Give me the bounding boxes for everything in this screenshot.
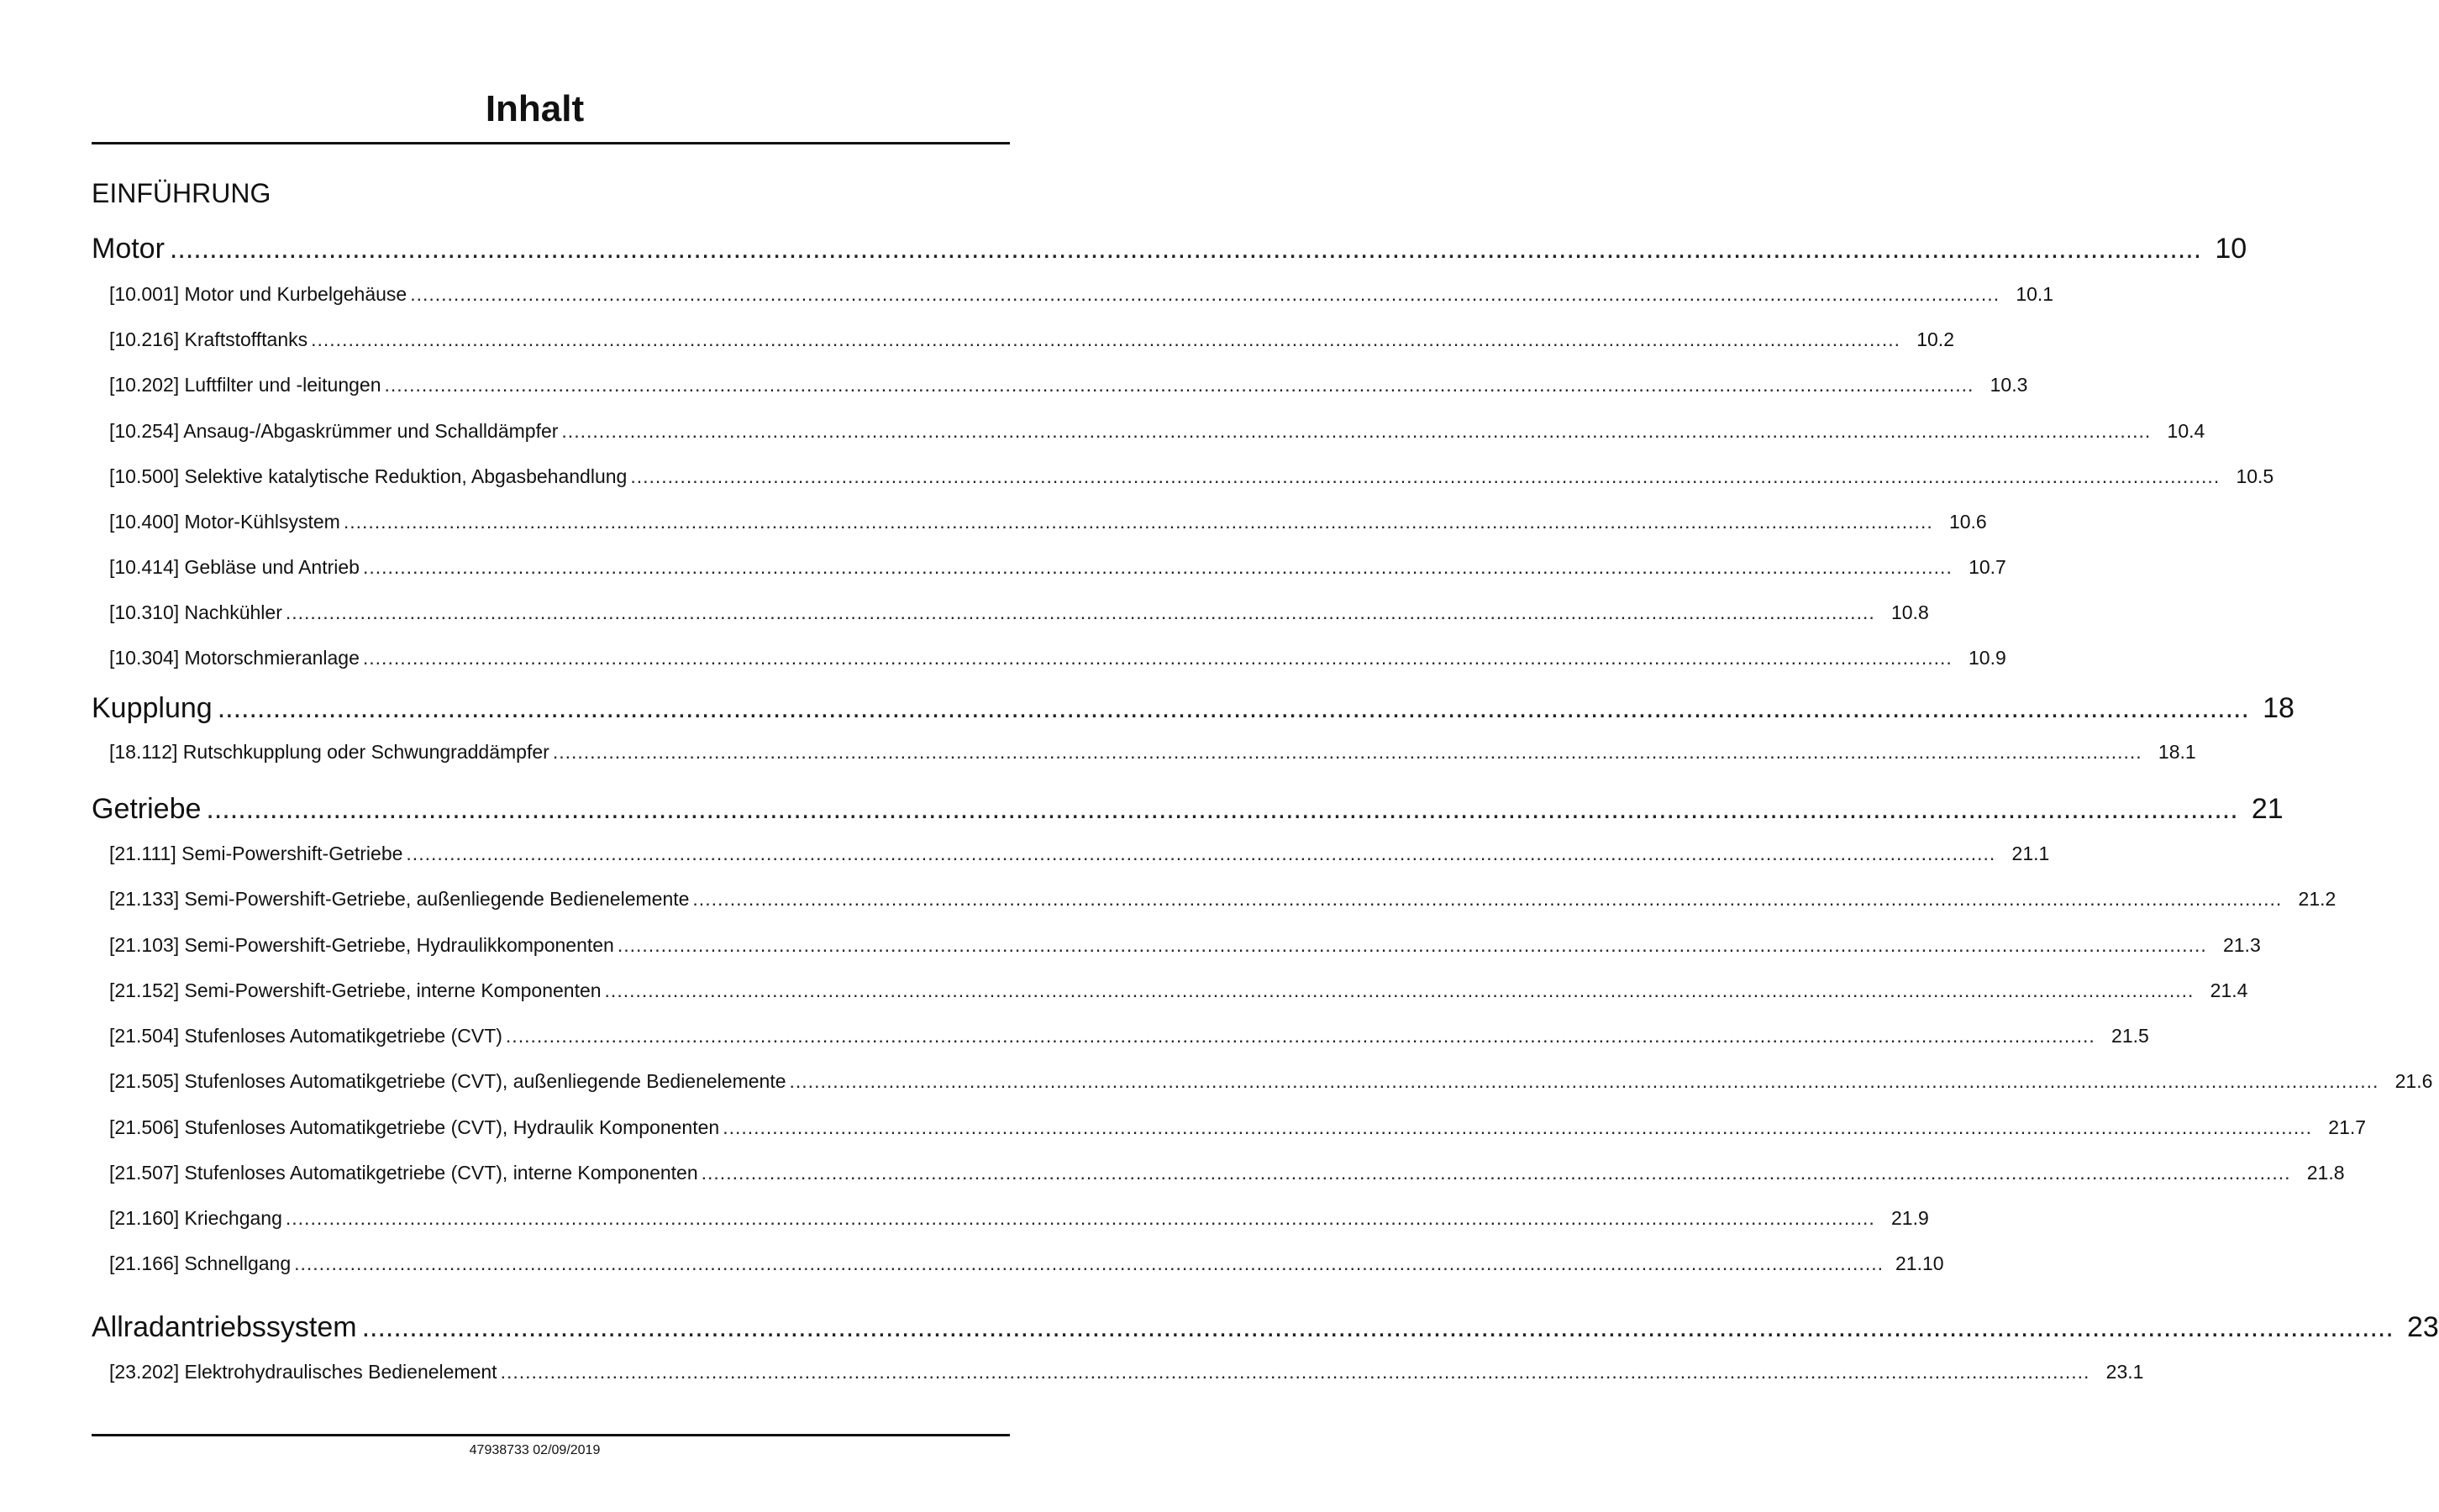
dot-leader: ................................................................................................................................................................................................................................................................: [311, 328, 1900, 350]
dot-leader: ................................................................................................................................................................................................................................................................: [505, 1025, 2095, 1047]
toc-entry-page-number: 10.8: [1890, 601, 1929, 623]
toc-subsection-entry[interactable]: [109, 462, 2274, 491]
dot-leader: ................................................................................................................................................................................................................................................................: [617, 934, 2207, 956]
dot-leader: ................................................................................................................................................................................................................................................................: [362, 647, 1953, 669]
toc-entry-page-number: 10.3: [1990, 374, 2028, 396]
toc-entry-page-number: 18: [2263, 692, 2294, 724]
toc-entry-label: [21.505] Stufenloses Automatikgetriebe (CVT), außenliegende Bedienelemente: [109, 1070, 786, 1092]
dot-leader: ................................................................................................................................................................................................................................................................: [294, 1252, 1884, 1274]
toc-subsection-entry[interactable]: [109, 1249, 1944, 1278]
dot-leader: ................................................................................................................................................................................................................................................................: [362, 556, 1953, 578]
dot-leader: ................................................................................................................................................................................................................................................................: [630, 465, 2221, 487]
dot-leader: ................................................................................................................................................................................................................................................................: [604, 979, 2195, 1001]
toc-subsection-entry[interactable]: [109, 1113, 2367, 1142]
dot-leader: ................................................................................................................................................................................................................................................................: [723, 1116, 2313, 1138]
toc-subsection-entry[interactable]: [109, 1158, 2345, 1187]
toc-entry-page-number: 18.1: [2158, 741, 2196, 763]
toc-entry-page-number: 10.9: [1969, 647, 2006, 669]
toc-entry-label: [23.202] Elektrohydraulisches Bedienelement: [109, 1361, 497, 1383]
dot-leader: ................................................................................................................................................................................................................................................................: [406, 843, 1996, 864]
toc-entry-page-number: 10.5: [2236, 465, 2274, 487]
toc-subsection-entry[interactable]: [109, 885, 2336, 913]
toc-subsection-entry[interactable]: [109, 280, 2054, 308]
toc-entry-label: Getriebe: [92, 793, 202, 825]
toc-entry-label: [21.160] Kriechgang: [109, 1207, 282, 1229]
toc-entry-label: [10.414] Gebläse und Antrieb: [109, 556, 360, 578]
toc-entry-label: [21.111] Semi-Powershift-Getriebe: [109, 843, 403, 864]
toc-section-entry[interactable]: [92, 1308, 2439, 1347]
intro-heading: EINFÜHRUNG: [92, 178, 271, 208]
toc-entry-label: [21.133] Semi-Powershift-Getriebe, außenliegende Bedienelemente: [109, 888, 690, 910]
toc-entry-page-number: 21.1: [2011, 843, 2050, 864]
toc-entry-label: [21.103] Semi-Powershift-Getriebe, Hydraulikkomponenten: [109, 934, 614, 956]
toc-entry-page-number: 21.8: [2306, 1162, 2345, 1184]
dot-leader: ................................................................................................................................................................................................................................................................: [285, 601, 1875, 623]
toc-subsection-entry[interactable]: [109, 931, 2261, 959]
dot-leader: ................................................................................................................................................................................................................................................................: [701, 1162, 2291, 1184]
toc-entry-page-number: 21.3: [2222, 934, 2261, 956]
toc-entry-label: Motor: [92, 233, 165, 265]
dot-leader: ................................................................................................................................................................................................................................................................: [217, 692, 2249, 724]
toc-entry-page-number: 10.1: [2016, 283, 2054, 305]
toc-entry-label: [10.254] Ansaug-/Abgaskrümmer und Schalldämpfer: [109, 420, 559, 442]
toc-entry-label: [21.152] Semi-Powershift-Getriebe, interne Komponenten: [109, 979, 602, 1001]
toc-entry-page-number: 21.2: [2298, 888, 2336, 910]
toc-entry-label: [10.304] Motorschmieranlage: [109, 647, 360, 669]
toc-entry-label: [21.506] Stufenloses Automatikgetriebe (CVT), Hydraulik Komponenten: [109, 1116, 720, 1138]
toc-entry-label: [21.504] Stufenloses Automatikgetriebe (CVT): [109, 1025, 502, 1047]
dot-leader: ................................................................................................................................................................................................................................................................: [361, 1311, 2394, 1343]
toc-entry-page-number: 21.4: [2210, 979, 2248, 1001]
toc-entry-page-number: 10.7: [1969, 556, 2006, 578]
toc-entry-label: [10.202] Luftfilter und -leitungen: [109, 374, 381, 396]
toc-entry-page-number: 21.7: [2328, 1116, 2367, 1138]
toc-entry-label: [21.507] Stufenloses Automatikgetriebe (CVT), interne Komponenten: [109, 1162, 698, 1184]
toc-subsection-entry[interactable]: [109, 1357, 2144, 1386]
dot-leader: ................................................................................................................................................................................................................................................................: [384, 374, 1974, 396]
footer-rule: [92, 1434, 1010, 1436]
toc-entry-page-number: 21: [2251, 793, 2284, 825]
toc-entry-page-number: 10.6: [1948, 511, 1987, 533]
dot-leader: ................................................................................................................................................................................................................................................................: [343, 511, 1933, 533]
dot-leader: ................................................................................................................................................................................................................................................................: [500, 1361, 2090, 1383]
toc-entry-label: [10.216] Kraftstofftanks: [109, 328, 308, 350]
dot-leader: ................................................................................................................................................................................................................................................................: [206, 793, 2238, 825]
toc-entry-label: [10.500] Selektive katalytische Reduktion, Abgasbehandlung: [109, 465, 628, 487]
toc-subsection-entry[interactable]: [109, 643, 2006, 672]
toc-subsection-entry[interactable]: [109, 598, 1929, 627]
dot-leader: ................................................................................................................................................................................................................................................................: [692, 888, 2283, 910]
toc-subsection-entry[interactable]: [109, 976, 2248, 1005]
toc-subsection-entry[interactable]: [109, 370, 2028, 399]
toc-subsection-entry[interactable]: [109, 1067, 2433, 1095]
toc-entry-page-number: 10: [2215, 233, 2247, 265]
toc-entry-label: Allradantriebssystem: [92, 1311, 357, 1343]
toc-entry-page-number: 21.10: [1895, 1252, 1944, 1274]
page-title: Inhalt: [485, 88, 585, 129]
footer-document-code: 47938733 02/09/2019: [469, 1443, 601, 1457]
toc-subsection-entry[interactable]: [109, 1204, 1929, 1232]
toc-section-entry[interactable]: [92, 790, 2284, 828]
toc-entry-page-number: 23: [2406, 1311, 2439, 1343]
toc-entry-page-number: 21.6: [2394, 1070, 2433, 1092]
toc-subsection-entry[interactable]: [109, 553, 2006, 581]
toc-section-entry[interactable]: [92, 689, 2294, 727]
dot-leader: ................................................................................................................................................................................................................................................................: [410, 283, 2000, 305]
dot-leader: ................................................................................................................................................................................................................................................................: [561, 420, 2152, 442]
toc-subsection-entry[interactable]: [109, 1021, 2149, 1050]
dot-leader: ................................................................................................................................................................................................................................................................: [285, 1207, 1875, 1229]
toc-entry-page-number: 23.1: [2105, 1361, 2144, 1383]
toc-entry-label: Kupplung: [92, 692, 213, 724]
toc-entry-label: [21.166] Schnellgang: [109, 1252, 292, 1274]
toc-entry-label: [18.112] Rutschkupplung oder Schwungraddämpfer: [109, 741, 549, 763]
toc-subsection-entry[interactable]: [109, 738, 2196, 766]
toc-subsection-entry[interactable]: [109, 417, 2205, 445]
toc-section-entry[interactable]: [92, 229, 2247, 268]
toc-entry-label: [10.400] Motor-Kühlsystem: [109, 511, 340, 533]
dot-leader: ................................................................................................................................................................................................................................................................: [789, 1070, 2379, 1092]
dot-leader: ................................................................................................................................................................................................................................................................: [552, 741, 2142, 763]
toc-entry-page-number: 21.9: [1891, 1207, 1929, 1229]
toc-subsection-entry[interactable]: [109, 507, 1987, 536]
toc-entry-label: [10.310] Nachkühler: [109, 601, 282, 623]
dot-leader: ................................................................................................................................................................................................................................................................: [169, 233, 2202, 265]
toc-entry-page-number: 10.2: [1916, 328, 1954, 350]
toc-entry-page-number: 21.5: [2111, 1025, 2149, 1047]
toc-entry-label: [10.001] Motor und Kurbelgehäuse: [109, 283, 407, 305]
toc-entry-page-number: 10.4: [2167, 420, 2205, 442]
toc-subsection-entry[interactable]: [109, 839, 2050, 868]
toc-subsection-entry[interactable]: [109, 325, 1954, 354]
